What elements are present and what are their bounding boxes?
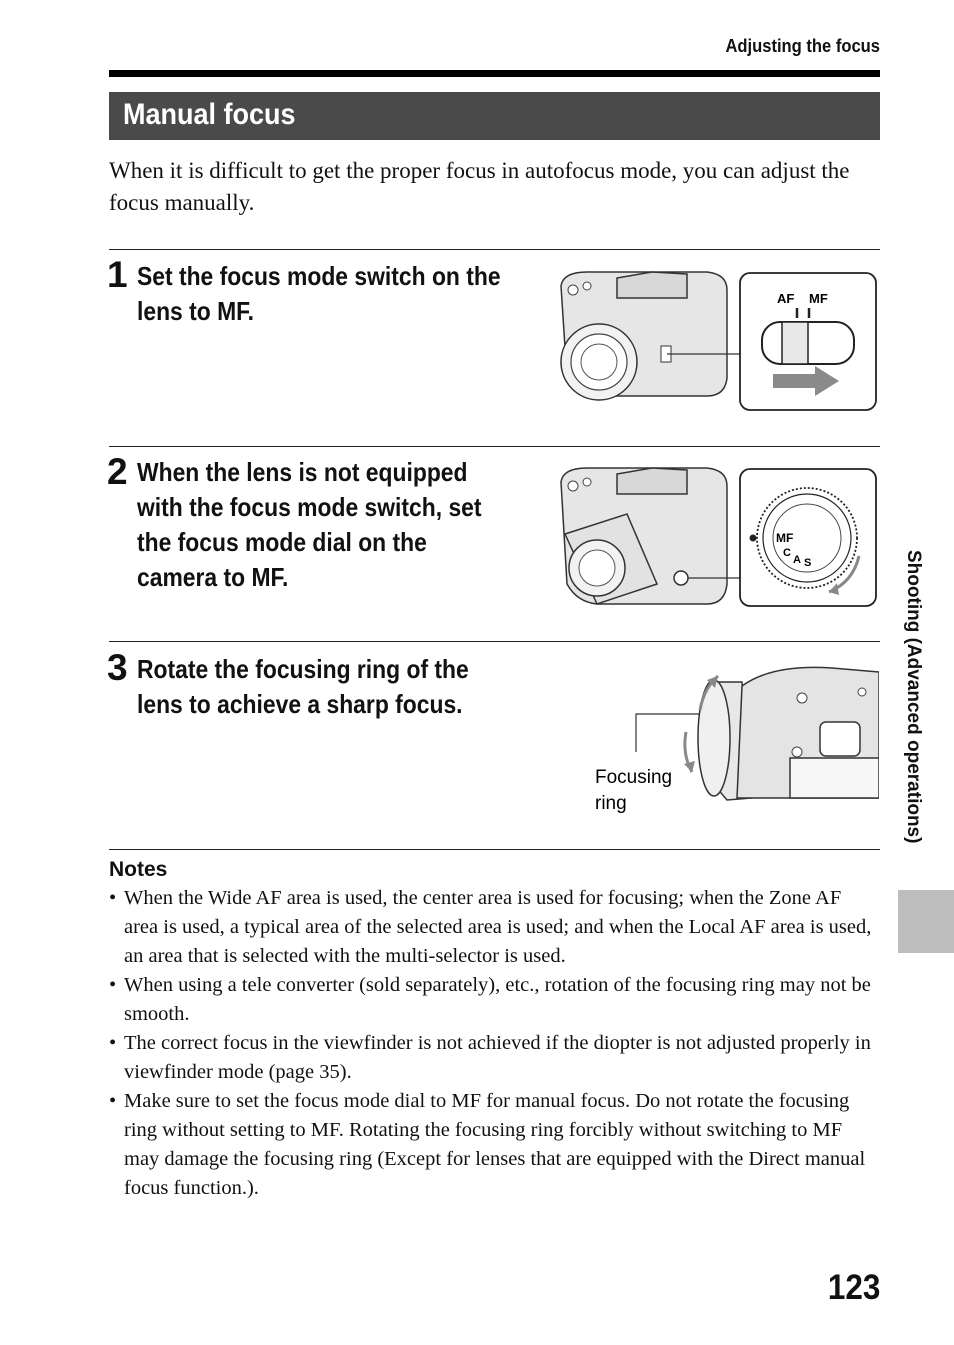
focus-dial-figure	[557, 464, 879, 610]
step-divider	[109, 249, 880, 250]
step-3-line: lens to achieve a sharp focus.	[137, 689, 463, 719]
side-thumb-tab	[898, 890, 954, 953]
focusing-ring-label: ring	[595, 793, 627, 814]
notes-list	[109, 884, 880, 1203]
focusing-ring-figure	[592, 662, 879, 822]
step-3-line: Rotate the focusing ring of the	[137, 654, 469, 684]
step-divider	[109, 446, 880, 447]
focus-switch-figure	[557, 268, 879, 414]
intro-paragraph: When it is difficult to get the proper focus in autofocus mode, you can adjust the focus manually.	[109, 158, 850, 215]
note-item: • The correct focus in the viewfinder is not achieved if the diopter is not adjusted properly in viewfinder mode (page 35).	[109, 1029, 880, 1087]
step-1-line: Set the focus mode switch on the	[137, 261, 501, 291]
dial-s-label: S	[804, 557, 812, 569]
page-number: 123	[827, 1268, 880, 1307]
step-2-text	[137, 455, 482, 595]
step-2-line: the focus mode dial on the	[137, 527, 427, 557]
section-title-bar	[109, 92, 880, 140]
side-section-label	[894, 550, 924, 870]
side-section-text: Shooting (Advanced operations)	[903, 550, 924, 844]
step-divider	[109, 641, 880, 642]
section-title: Manual focus	[123, 98, 296, 131]
note-item: • Make sure to set the focus mode dial to MF for manual focus. Do not rotate the focusing ring without setting to MF. Rotating the focusing ring forcibly without switching to MF may damage the focusing ring (Except for lenses that are equipped with the Direct manual focus function.).	[109, 1087, 880, 1203]
dial-mf-label: MF	[776, 531, 794, 545]
step-2-line: When the lens is not equipped	[137, 457, 468, 487]
step-1-text	[137, 259, 501, 329]
header-rule	[109, 70, 880, 77]
step-1-line: lens to MF.	[137, 296, 254, 326]
mode-dial-icon	[757, 488, 857, 588]
step-3-number: 3	[107, 647, 128, 688]
step-3-text	[137, 652, 469, 722]
notes-heading: Notes	[109, 858, 168, 881]
af-label: AF	[777, 291, 795, 306]
step-2-line: camera to MF.	[137, 562, 289, 592]
dial-c-label: C	[783, 547, 791, 559]
running-header: Adjusting the focus	[725, 36, 880, 56]
note-item: • When the Wide AF area is used, the center area is used for focusing; when the Zone AF area is used, a typical area of the selected area is used; and when the Local AF area is used, an area that is selected with the multi-selector is used.	[109, 884, 880, 971]
note-item: • When using a tele converter (sold separately), etc., rotation of the focusing ring may not be smooth.	[109, 971, 880, 1029]
step-2-number: 2	[107, 451, 128, 492]
notes-divider	[109, 849, 880, 850]
dial-a-label: A	[793, 554, 801, 566]
focusing-ring-label: Focusing	[595, 767, 673, 788]
step-2-line: with the focus mode switch, set	[137, 492, 482, 522]
mf-label: MF	[809, 291, 828, 306]
step-1-number: 1	[107, 254, 128, 295]
